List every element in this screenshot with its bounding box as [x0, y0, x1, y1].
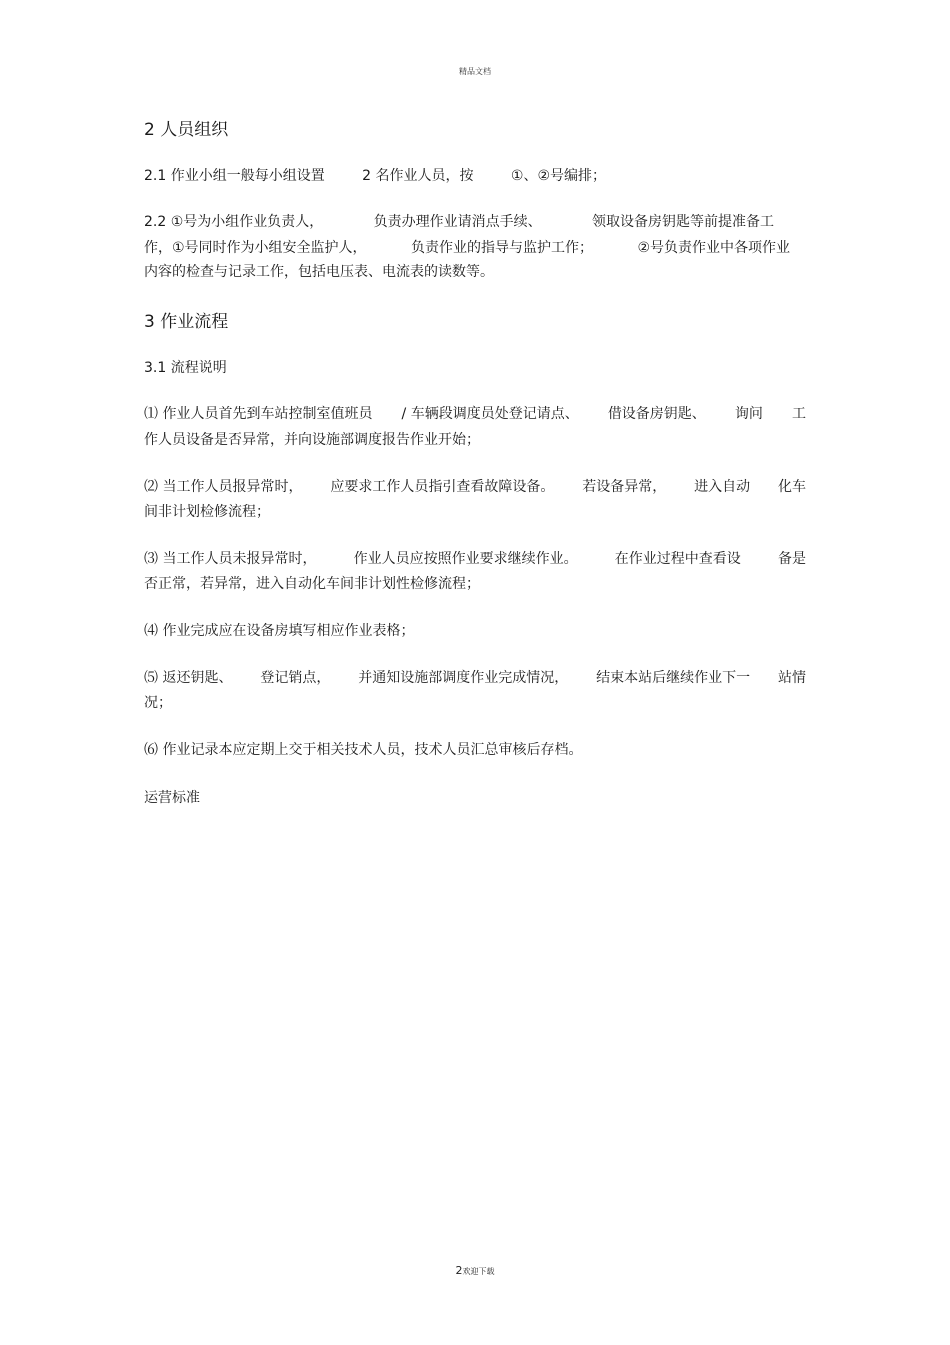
item-4-line-1: [144, 621, 806, 641]
text-segment: 工: [792, 406, 806, 422]
page-number: 2: [455, 1264, 463, 1277]
text-segment: 负责办理作业请消点手续、: [373, 214, 542, 230]
text-segment: 况；: [144, 695, 172, 711]
text-segment: 内容的检查与记录工作，包括电压表、电流表的读数等。: [144, 264, 494, 280]
item-1-line-2: [144, 430, 806, 450]
paragraph-2-2-line-2: [144, 238, 790, 258]
text-segment: 领取设备房钥匙等前提准备工: [591, 214, 774, 230]
item-2-line-2: [144, 502, 806, 522]
text-segment: 若设备异常，: [582, 479, 667, 495]
text-segment: 否正常，若异常，进入自动化车间非计划性检修流程；: [144, 576, 480, 592]
text-segment: ⑶ 当工作人员未报异常时，: [144, 551, 317, 567]
text-segment: 询问: [734, 406, 763, 422]
text-segment: ⑷ 作业完成应在设备房填写相应作业表格；: [144, 623, 415, 639]
text-segment: 站情: [777, 670, 806, 686]
text-segment: 进入自动: [694, 479, 751, 495]
item-5-line-2: [144, 693, 806, 713]
footer-text: 欢迎下载: [462, 1267, 495, 1276]
text-segment: / 车辆段调度员处登记请点、: [401, 406, 579, 422]
text-segment: ⑹ 作业记录本应定期上交于相关技术人员，技术人员汇总审核后存档。: [144, 742, 583, 758]
item-3-line-1: [144, 549, 806, 569]
text-segment: ①、②号编排；: [510, 168, 606, 184]
item-1-line-1: [144, 404, 806, 424]
section-3-title: 3 作业流程: [144, 312, 229, 332]
text-segment: 间非计划检修流程；: [144, 504, 270, 520]
item-5-line-1: [144, 668, 806, 688]
text-segment: ⑸ 返还钥匙、: [144, 670, 233, 686]
text-segment: 2.2 ①号为小组作业负责人，: [144, 214, 324, 230]
page-footer: [0, 1259, 950, 1278]
text-segment: 作业人员应按照作业要求继续作业。: [353, 551, 578, 567]
paragraph-2-1-line-1: [144, 166, 606, 186]
text-segment: 2 名作业人员，按: [362, 168, 474, 184]
item-2-line-1: [144, 477, 806, 497]
subsection-3-1-title: 3.1 流程说明: [144, 360, 227, 376]
text-segment: 负责作业的指导与监护工作；: [411, 240, 593, 256]
closing-text: 运营标准: [144, 790, 200, 806]
text-segment: 化车: [777, 479, 806, 495]
text-segment: ⑵ 当工作人员报异常时，: [144, 479, 303, 495]
text-segment: 作人员设备是否异常，并向设施部调度报告作业开始；: [144, 432, 480, 448]
section-2-title: 2 人员组织: [144, 120, 229, 140]
item-3-line-2: [144, 574, 806, 594]
text-segment: 并通知设施部调度作业完成情况，: [358, 670, 569, 686]
page-header: 精品文档: [459, 67, 491, 76]
text-segment: 备是: [777, 551, 806, 567]
text-segment: 应要求工作人员指引查看故障设备。: [330, 479, 555, 495]
text-segment: 结束本站后继续作业下一: [596, 670, 751, 686]
text-segment: 作，①号同时作为小组安全监护人，: [144, 240, 367, 256]
paragraph-2-2-line-1: [144, 212, 774, 232]
text-segment: 登记销点，: [260, 670, 331, 686]
text-segment: 在作业过程中查看设: [614, 551, 741, 567]
item-6-line-1: [144, 740, 806, 760]
text-segment: 2.1 作业小组一般每小组设置: [144, 168, 325, 184]
text-segment: 借设备房钥匙、: [607, 406, 706, 422]
paragraph-2-2-line-3: [144, 262, 806, 282]
text-segment: ⑴ 作业人员首先到车站控制室值班员: [144, 406, 373, 422]
text-segment: ②号负责作业中各项作业: [637, 240, 790, 256]
